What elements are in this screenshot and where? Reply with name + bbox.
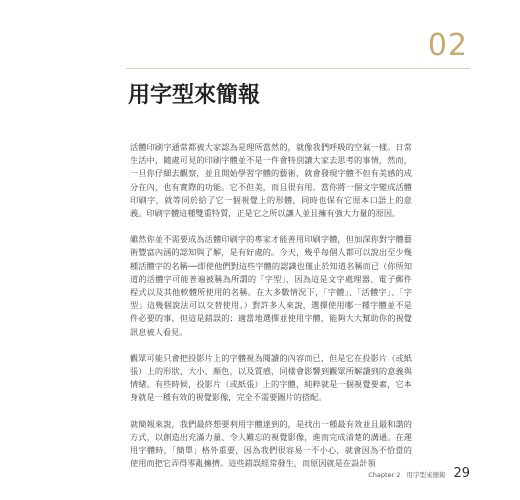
- paragraph-4: 就簡報來說，我們最終想要利用字體達到的，是找出一種最有效並且最和諧的方式，以創造出充滿力量、令人難忘的視覺影像，進而完成清楚的溝通。在運用字體時，「簡單」格外重要，因為我們很容易一不小心，就會因為不恰當的使用而把它弄得零亂擁擠。這些錯誤經常發生，而原因就是在設計領: [130, 418, 412, 469]
- footer-section-label: 用字型來簡報: [406, 471, 446, 479]
- page-number: 29: [453, 466, 470, 481]
- paragraph-3: 觀眾可能只會把投影片上的字體視為閱讀的內容而已，但是它在投影片（或紙張）上的形狀、大小、顏色，以及質感，同樣會影響到觀眾所解讀到的意義與情緒。有些時候，投影片（或紙張）上的字體，純粹就是一個視覺要素，它本身就是一種有效的視覺影像，完全不需要圖片的搭配。: [130, 352, 412, 403]
- chapter-divider: [126, 68, 470, 69]
- footer-chapter-label: Chapter 2: [368, 471, 401, 479]
- paragraph-2: 雖然你並不需要成為活體印刷字的專家才能善用印刷字體，但加深你對字體藝術豐富內涵的認知與了解，是有好處的。今天，幾乎每個人都可以說出至少幾種活體字的名稱──即使他們對這些字體的認識也僅止於知道名稱而已（你所知道的活體字可能普遍被稱為所謂的「字型」，因為這是文字處理器、電子郵件程式以及其他軟體所使用的名稱。在大多數情況下，「字體」、「活體字」、「字型」這幾個說法可以交替使用。）對許多人來說，選擇使用哪一種字體並不是件必要的事，但這是錯誤的；適當地選擇並使用字體，能夠大大幫助你的視覺訊息被人看見。: [130, 234, 412, 337]
- paragraph-1: 活體印刷字通常都被大家認為是理所當然的，就像我們呼吸的空氣一樣。日常生活中，隨處可見的印刷字體並不是一件會特別讓大家去思考的事情，然而，一旦你仔細去觀察，並且開始學習字體的藝術，就會發現字體不但有美感的成分在內，也有實際的功能。它不但美，而且很有用。當你將一個文字變成活體印刷字，就等同於給了它一個視覺上的形體，同時也保有它原本口語上的意義。印刷字體這種雙重特質，正是它之所以讓人並且擁有強大力量的原因。: [130, 142, 412, 219]
- page-footer: [368, 466, 470, 481]
- page-title: 用字型來簡報: [128, 83, 261, 108]
- body-text: [130, 141, 412, 483]
- chapter-number: 02: [427, 28, 468, 63]
